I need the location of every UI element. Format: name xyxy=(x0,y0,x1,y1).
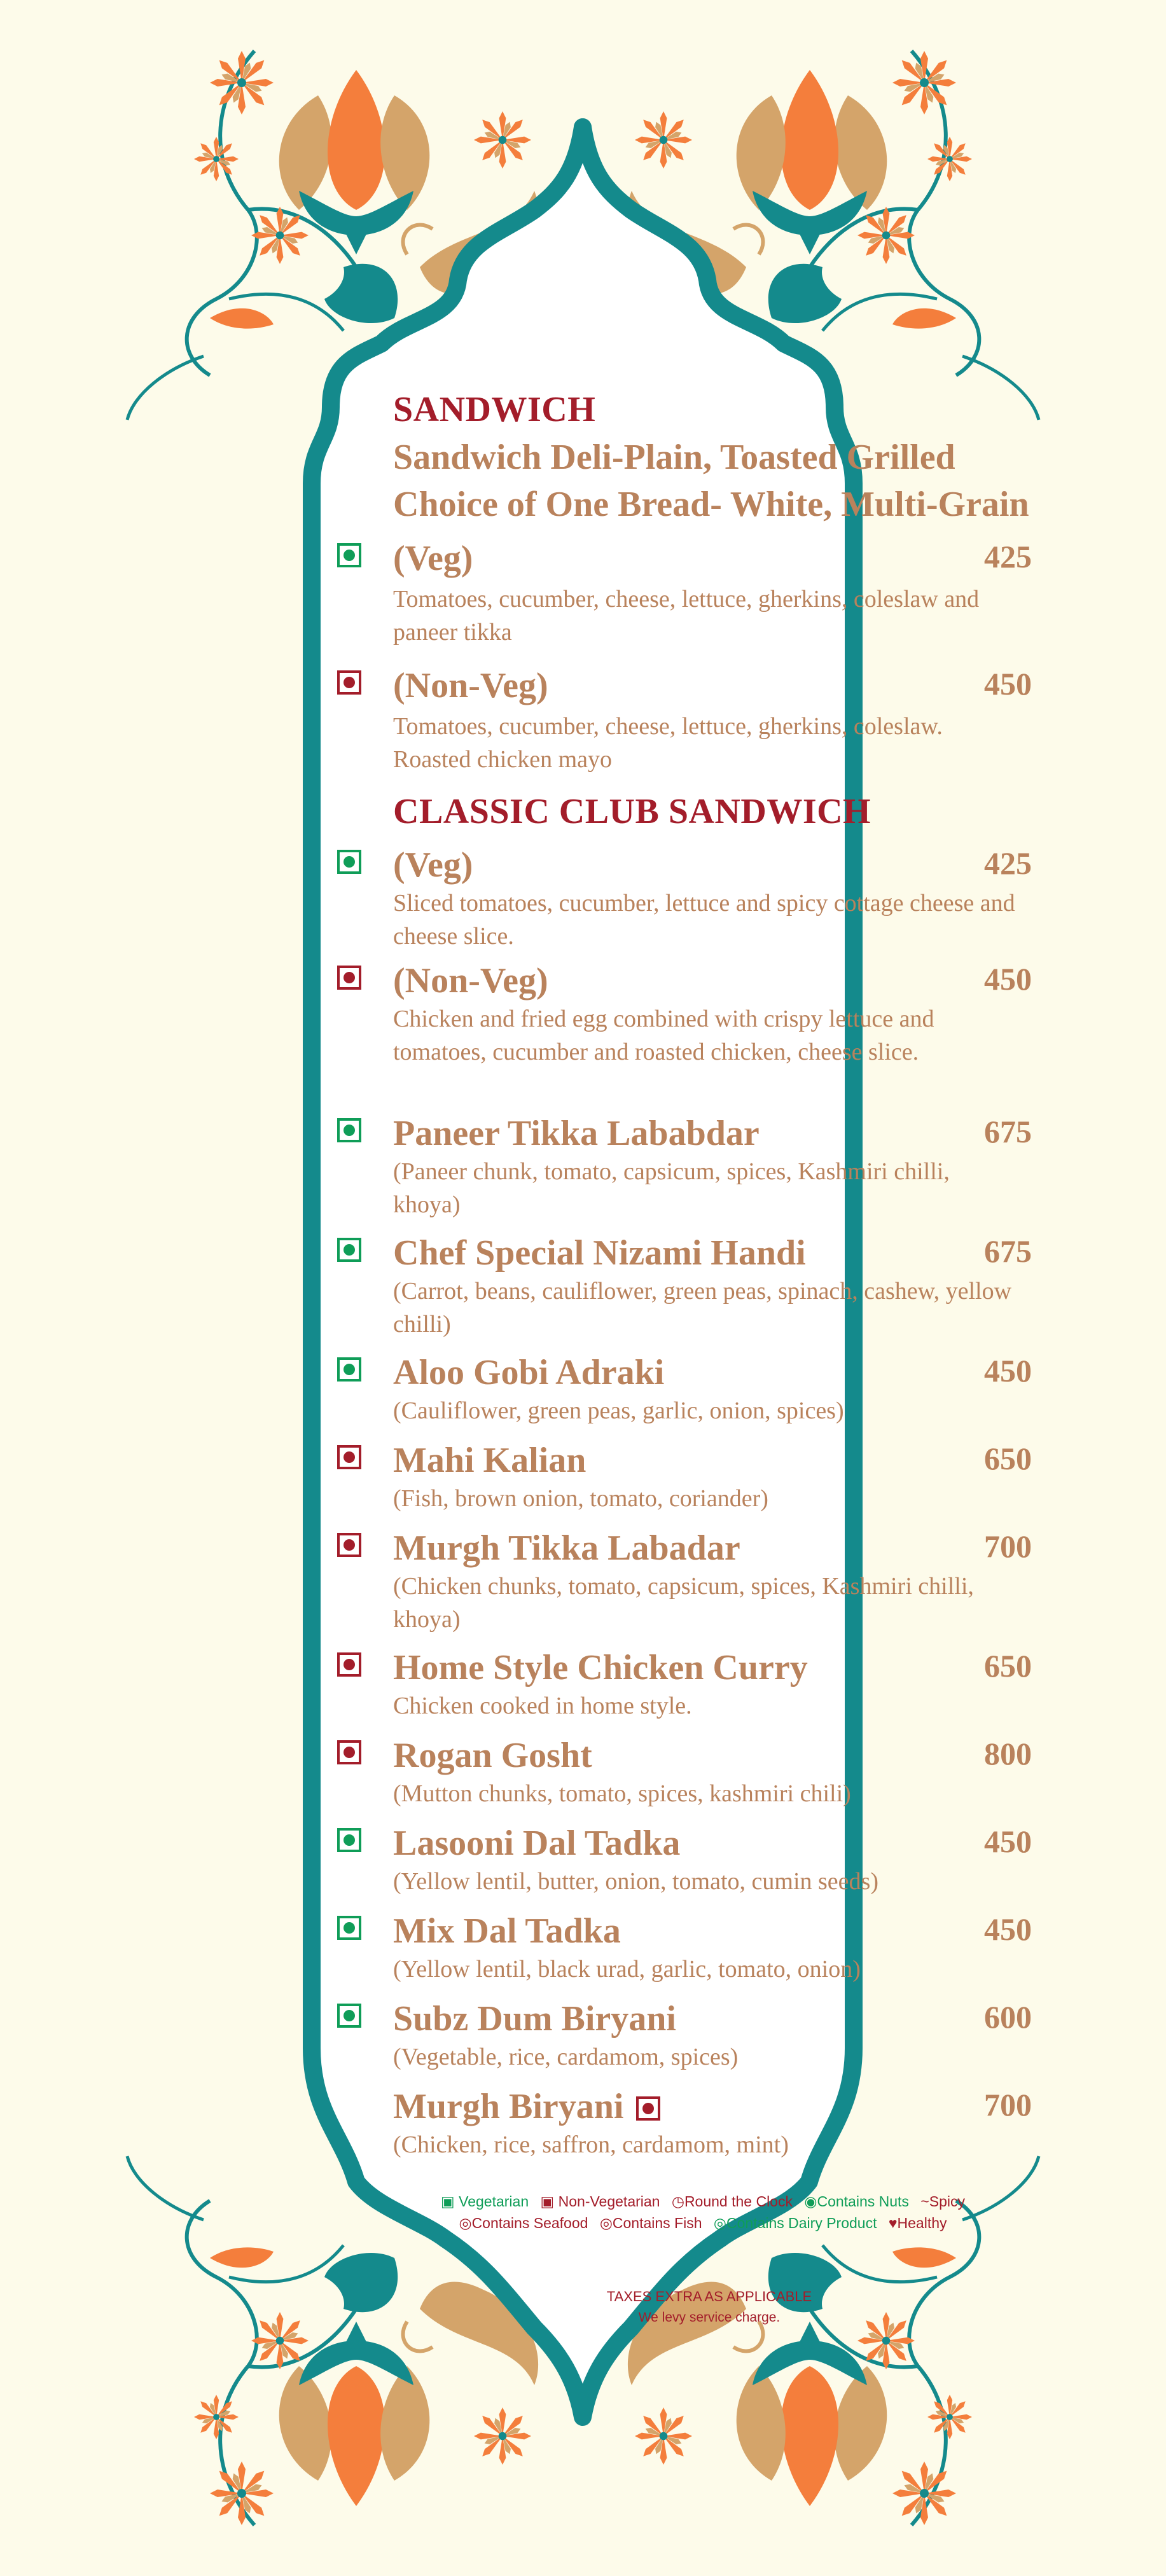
non-veg-icon xyxy=(337,670,361,695)
item-price: 650 xyxy=(984,1441,1032,1476)
item-name: Murgh Biryani xyxy=(393,2087,624,2126)
item-description: Sliced tomatoes, cucumber, lettuce and spicy cottage cheese and cheese slice. xyxy=(393,890,1015,950)
item-description: (Mutton chunks, tomato, spices, kashmiri chili) xyxy=(393,1780,851,1807)
item-description: (Fish, brown onion, tomato, coriander) xyxy=(393,1485,768,1512)
legend-non-vegetarian: ▣ Non-Vegetarian xyxy=(540,2193,660,2210)
item-name: Lasooni Dal Tadka xyxy=(393,1824,681,1863)
item-name: Mahi Kalian xyxy=(393,1441,586,1480)
item-name: Chef Special Nizami Handi xyxy=(393,1233,806,1273)
item-price: 700 xyxy=(984,1528,1032,1564)
item-price: 450 xyxy=(984,1824,1032,1859)
section-title-classic-club-sandwich: CLASSIC CLUB SANDWICH xyxy=(393,792,871,831)
legend-contains-fish: ◎Contains Fish xyxy=(599,2215,702,2231)
veg-icon xyxy=(337,543,361,567)
item-price: 450 xyxy=(984,1353,1032,1388)
item-name: (Veg) xyxy=(393,539,473,578)
item-description: (Yellow lentil, butter, onion, tomato, cumin seeds) xyxy=(393,1868,878,1895)
non-veg-icon xyxy=(337,1533,361,1557)
item-name: Murgh Tikka Labadar xyxy=(393,1528,740,1568)
item-description: Tomatoes, cucumber, cheese, lettuce, gherkins, coleslaw and paneer tikka xyxy=(393,586,980,646)
legend-spicy: ~Spicy xyxy=(920,2193,965,2210)
item-price: 450 xyxy=(984,961,1032,997)
item-name: (Non-Veg) xyxy=(393,666,548,705)
item-price: 450 xyxy=(984,1911,1032,1947)
item-description: Chicken cooked in home style. xyxy=(393,1693,692,1719)
item-price: 700 xyxy=(984,2087,1032,2122)
item-name: Rogan Gosht xyxy=(393,1736,592,1775)
non-veg-icon xyxy=(636,2096,660,2121)
item-name: Paneer Tikka Lababdar xyxy=(393,1114,760,1153)
veg-icon xyxy=(337,1916,361,1940)
legend-vegetarian: ▣ Vegetarian xyxy=(441,2193,529,2210)
veg-icon xyxy=(337,850,361,874)
non-veg-icon xyxy=(337,966,361,990)
veg-icon xyxy=(337,1357,361,1381)
item-name: Subz Dum Biryani xyxy=(393,1999,676,2039)
legend-contains-nuts: ◉Contains Nuts xyxy=(804,2193,909,2210)
veg-icon xyxy=(337,2004,361,2028)
item-price: 800 xyxy=(984,1736,1032,1771)
legend-contains-seafood: ◎Contains Seafood xyxy=(459,2215,588,2231)
non-veg-icon xyxy=(337,1740,361,1764)
veg-icon xyxy=(337,1118,361,1142)
item-name: Aloo Gobi Adraki xyxy=(393,1353,665,1392)
item-description: (Paneer chunk, tomato, capsicum, spices, Kashmiri chilli, khoya) xyxy=(393,1158,950,1218)
non-veg-icon xyxy=(337,1445,361,1469)
item-price: 650 xyxy=(984,1648,1032,1684)
item-price: 425 xyxy=(984,845,1032,881)
veg-icon xyxy=(337,1238,361,1262)
item-description: (Carrot, beans, cauliflower, green peas, spinach, cashew, yellow chilli) xyxy=(393,1278,1012,1338)
service-charge-notice: We levy service charge. xyxy=(638,2310,781,2325)
item-description: Tomatoes, cucumber, cheese, lettuce, gherkins, coleslaw. Roasted chicken mayo xyxy=(393,713,943,773)
item-name: Home Style Chicken Curry xyxy=(393,1648,808,1687)
item-description: (Vegetable, rice, cardamom, spices) xyxy=(393,2044,739,2070)
item-description: (Yellow lentil, black urad, garlic, tomato, onion) xyxy=(393,1956,861,1983)
item-price: 600 xyxy=(984,1999,1032,2035)
item-price: 450 xyxy=(984,666,1032,702)
legend-contains-dairy: ◎Contains Dairy Product xyxy=(713,2215,877,2231)
legend-row-2 xyxy=(433,2215,973,2232)
veg-icon xyxy=(337,1828,361,1852)
item-name: (Veg) xyxy=(393,845,473,885)
legend-round-the-clock: ◷Round the Clock xyxy=(671,2193,793,2210)
item-price: 675 xyxy=(984,1114,1032,1149)
section-title-sandwich: SANDWICH xyxy=(393,390,596,429)
section-subtitle xyxy=(393,434,1093,528)
legend-row-1 xyxy=(433,2193,973,2210)
legend-healthy: ♥Healthy xyxy=(888,2215,947,2231)
item-price: 675 xyxy=(984,1233,1032,1269)
subtitle-line-1: Sandwich Deli-Plain, Toasted Grilled xyxy=(393,438,955,477)
item-description: (Chicken chunks, tomato, capsicum, spices, Kashmiri chilli, khoya) xyxy=(393,1573,974,1633)
item-price: 425 xyxy=(984,539,1032,574)
item-description: (Cauliflower, green peas, garlic, onion, spices) xyxy=(393,1397,844,1424)
subtitle-line-2: Choice of One Bread- White, Multi-Grain xyxy=(393,485,1029,524)
item-description: Chicken and fried egg combined with crispy lettuce and tomatoes, cucumber and roasted chicken, cheese slice. xyxy=(393,1006,934,1065)
item-name: Mix Dal Tadka xyxy=(393,1911,621,1951)
item-description: (Chicken, rice, saffron, cardamom, mint) xyxy=(393,2131,789,2158)
non-veg-icon xyxy=(337,1652,361,1677)
item-name: (Non-Veg) xyxy=(393,961,548,1001)
item-name-row xyxy=(393,2086,660,2127)
taxes-notice: TAXES EXTRA AS APPLICABLE xyxy=(606,2289,812,2304)
